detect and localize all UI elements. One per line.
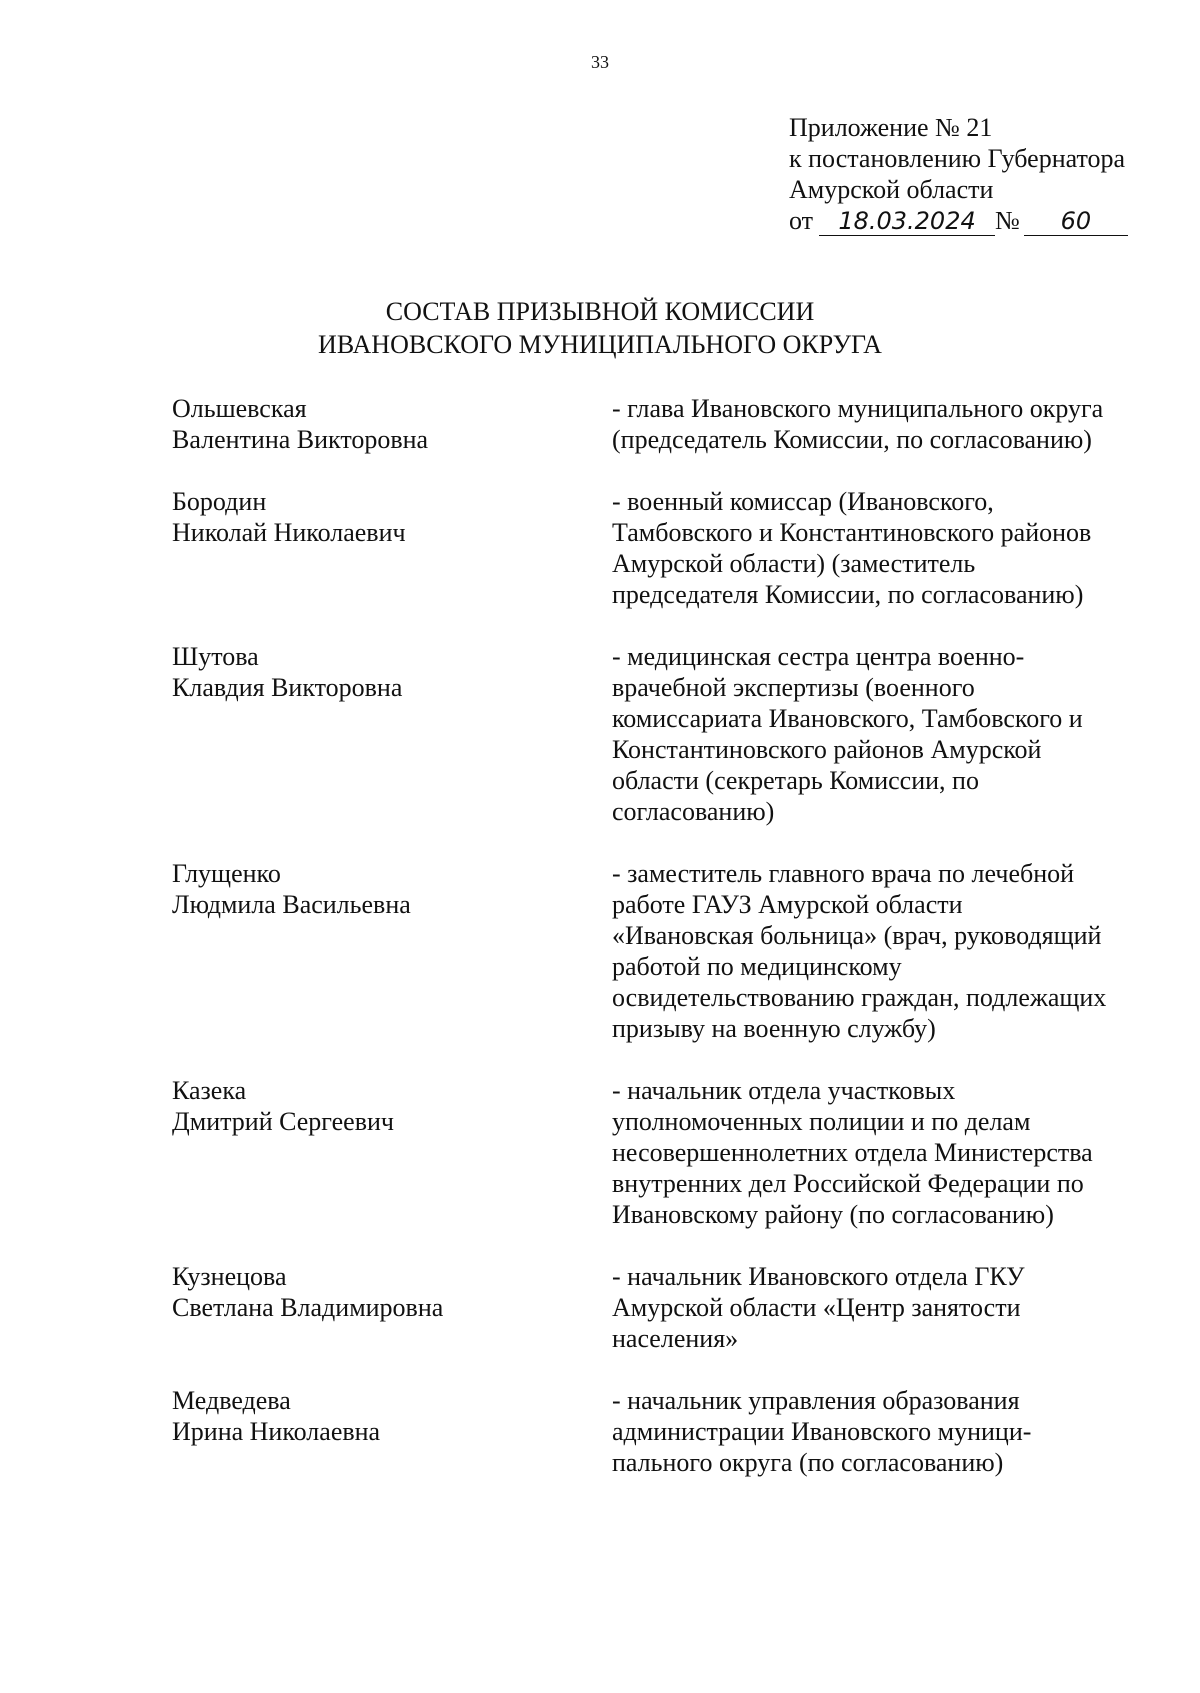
appendix-title: Приложение № 21: [789, 113, 993, 142]
member-role-line: - глава Ивановского муниципального округа: [612, 394, 1104, 423]
member-surname: Медведева: [172, 1386, 291, 1415]
member-role: [612, 393, 1152, 455]
member-role-line: работой по медицинскому: [612, 952, 902, 981]
member-role-line: Амурской области «Центр занятости: [612, 1293, 1021, 1322]
number-prefix: №: [995, 206, 1020, 235]
member-name: [172, 641, 612, 827]
member-role-line: - медицинская сестра центра военно-: [612, 642, 1025, 671]
members-list: [172, 393, 1152, 1478]
member-row: [172, 641, 1152, 827]
member-surname: Глущенко: [172, 859, 281, 888]
appendix-date-line: [789, 205, 1128, 236]
member-name: [172, 1261, 612, 1354]
member-role-line: - военный комиссар (Ивановского,: [612, 487, 994, 516]
member-surname: Казека: [172, 1076, 247, 1105]
document-title: [0, 295, 1200, 361]
date-prefix: от: [789, 206, 814, 235]
member-role: [612, 1075, 1152, 1230]
member-given-names: Валентина Викторовна: [172, 425, 429, 454]
member-row: [172, 858, 1152, 1044]
appendix-reference: к постановлению Губернатора: [789, 144, 1126, 173]
member-name: [172, 393, 612, 455]
member-role: [612, 486, 1152, 610]
member-given-names: Людмила Васильевна: [172, 890, 411, 919]
member-surname: Бородин: [172, 487, 267, 516]
handwritten-number: 60: [1024, 207, 1128, 236]
member-role-line: комиссариата Ивановского, Тамбовского и: [612, 704, 1083, 733]
member-role-line: - начальник управления образования: [612, 1386, 1020, 1415]
member-role: [612, 858, 1152, 1044]
member-role-line: согласованию): [612, 797, 775, 826]
member-role-line: председателя Комиссии, по согласованию): [612, 580, 1084, 609]
member-role-line: освидетельствованию граждан, подлежащих: [612, 983, 1107, 1012]
member-role-line: - начальник отдела участковых: [612, 1076, 956, 1105]
member-surname: Кузнецова: [172, 1262, 287, 1291]
member-role-line: области (секретарь Комиссии, по: [612, 766, 979, 795]
member-surname: Ольшевская: [172, 394, 307, 423]
member-role: [612, 641, 1152, 827]
member-role-line: Ивановскому району (по согласованию): [612, 1200, 1054, 1229]
member-given-names: Николай Николаевич: [172, 518, 406, 547]
member-name: [172, 1075, 612, 1230]
member-given-names: Светлана Владимировна: [172, 1293, 444, 1322]
member-role-line: внутренних дел Российской Федерации по: [612, 1169, 1084, 1198]
member-role: [612, 1385, 1152, 1478]
member-row: [172, 486, 1152, 610]
member-role-line: врачебной экспертизы (военного: [612, 673, 975, 702]
appendix-block: [789, 112, 1128, 236]
member-role: [612, 1261, 1152, 1354]
member-given-names: Дмитрий Сергеевич: [172, 1107, 394, 1136]
member-role-line: населения»: [612, 1324, 739, 1353]
member-given-names: Клавдия Викторовна: [172, 673, 403, 702]
member-role-line: (председатель Комиссии, по согласованию): [612, 425, 1092, 454]
appendix-region: Амурской области: [789, 175, 994, 204]
handwritten-date: 18.03.2024: [819, 207, 995, 236]
member-row: [172, 1261, 1152, 1354]
title-line-2: ИВАНОВСКОГО МУНИЦИПАЛЬНОГО ОКРУГА: [318, 330, 882, 359]
title-line-1: СОСТАВ ПРИЗЫВНОЙ КОМИССИИ: [385, 297, 815, 326]
member-given-names: Ирина Николаевна: [172, 1417, 381, 1446]
page-number: 33: [591, 52, 609, 72]
member-name: [172, 858, 612, 1044]
member-role-line: Тамбовского и Константиновского районов: [612, 518, 1092, 547]
member-role-line: призыву на военную службу): [612, 1014, 936, 1043]
member-row: [172, 393, 1152, 455]
member-role-line: пального округа (по согласованию): [612, 1448, 1004, 1477]
member-surname: Шутова: [172, 642, 259, 671]
member-role-line: администрации Ивановского муници-: [612, 1417, 1032, 1446]
member-role-line: работе ГАУЗ Амурской области: [612, 890, 963, 919]
member-role-line: несовершеннолетних отдела Министерства: [612, 1138, 1093, 1167]
member-role-line: «Ивановская больница» (врач, руководящий: [612, 921, 1102, 950]
member-name: [172, 486, 612, 610]
member-role-line: - начальник Ивановского отдела ГКУ: [612, 1262, 1025, 1291]
member-role-line: - заместитель главного врача по лечебной: [612, 859, 1075, 888]
member-row: [172, 1385, 1152, 1478]
member-role-line: Амурской области) (заместитель: [612, 549, 976, 578]
member-role-line: уполномоченных полиции и по делам: [612, 1107, 1031, 1136]
member-row: [172, 1075, 1152, 1230]
member-name: [172, 1385, 612, 1478]
member-role-line: Константиновского районов Амурской: [612, 735, 1042, 764]
